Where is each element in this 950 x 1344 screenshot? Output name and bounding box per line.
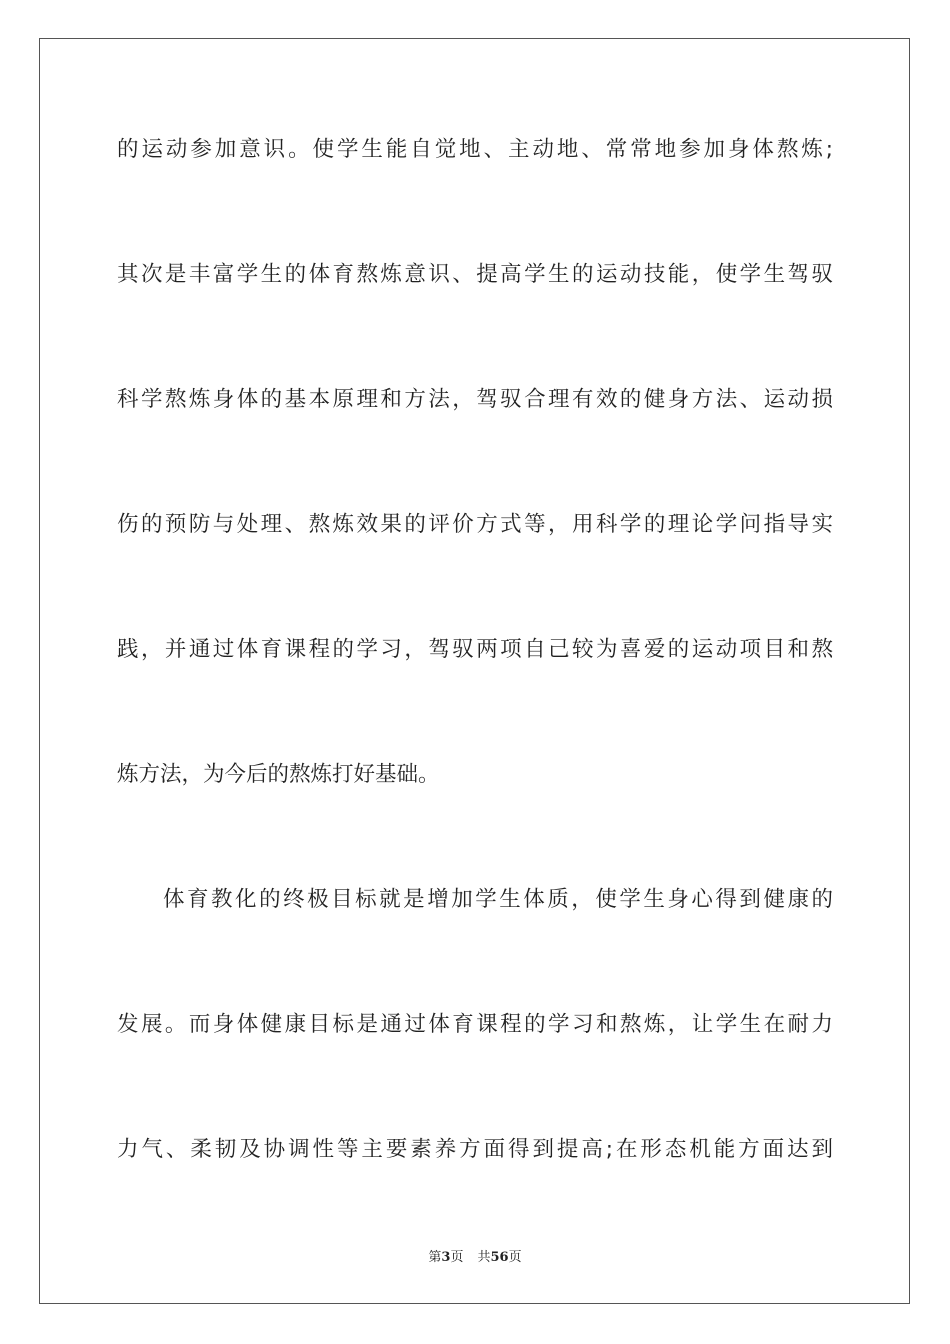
page-prefix: 第 <box>428 1250 442 1265</box>
total-pages: 56 <box>490 1250 509 1265</box>
text-line-2: 其次是丰富学生的体育熬炼意识、提高学生的运动技能，使学生驾驭 <box>117 262 833 287</box>
total-prefix: 共 <box>477 1250 491 1265</box>
text-line-3: 科学熬炼身体的基本原理和方法，驾驭合理有效的健身方法、运动损 <box>117 387 833 412</box>
text-line-5: 践，并通过体育课程的学习，驾驭两项自己较为喜爱的运动项目和熬 <box>117 637 833 662</box>
text-line-1: 的运动参加意识。使学生能自觉地、主动地、常常地参加身体熬炼; <box>117 137 833 162</box>
text-line-6: 炼方法，为今后的熬炼打好基础。 <box>117 762 440 787</box>
page-border <box>39 38 910 1304</box>
page-number: 3 <box>441 1250 451 1265</box>
page-footer <box>0 1246 950 1265</box>
page-suffix: 页 <box>450 1250 464 1265</box>
text-line-7-paragraph-start: 体育教化的终极目标就是增加学生体质，使学生身心得到健康的 <box>163 887 833 912</box>
text-line-4: 伤的预防与处理、熬炼效果的评价方式等，用科学的理论学问指导实 <box>117 512 833 537</box>
text-line-9: 力气、柔韧及协调性等主要素养方面得到提高;在形态机能方面达到 <box>117 1137 833 1162</box>
total-suffix: 页 <box>508 1250 522 1265</box>
text-line-8: 发展。而身体健康目标是通过体育课程的学习和熬炼，让学生在耐力 <box>117 1012 833 1037</box>
